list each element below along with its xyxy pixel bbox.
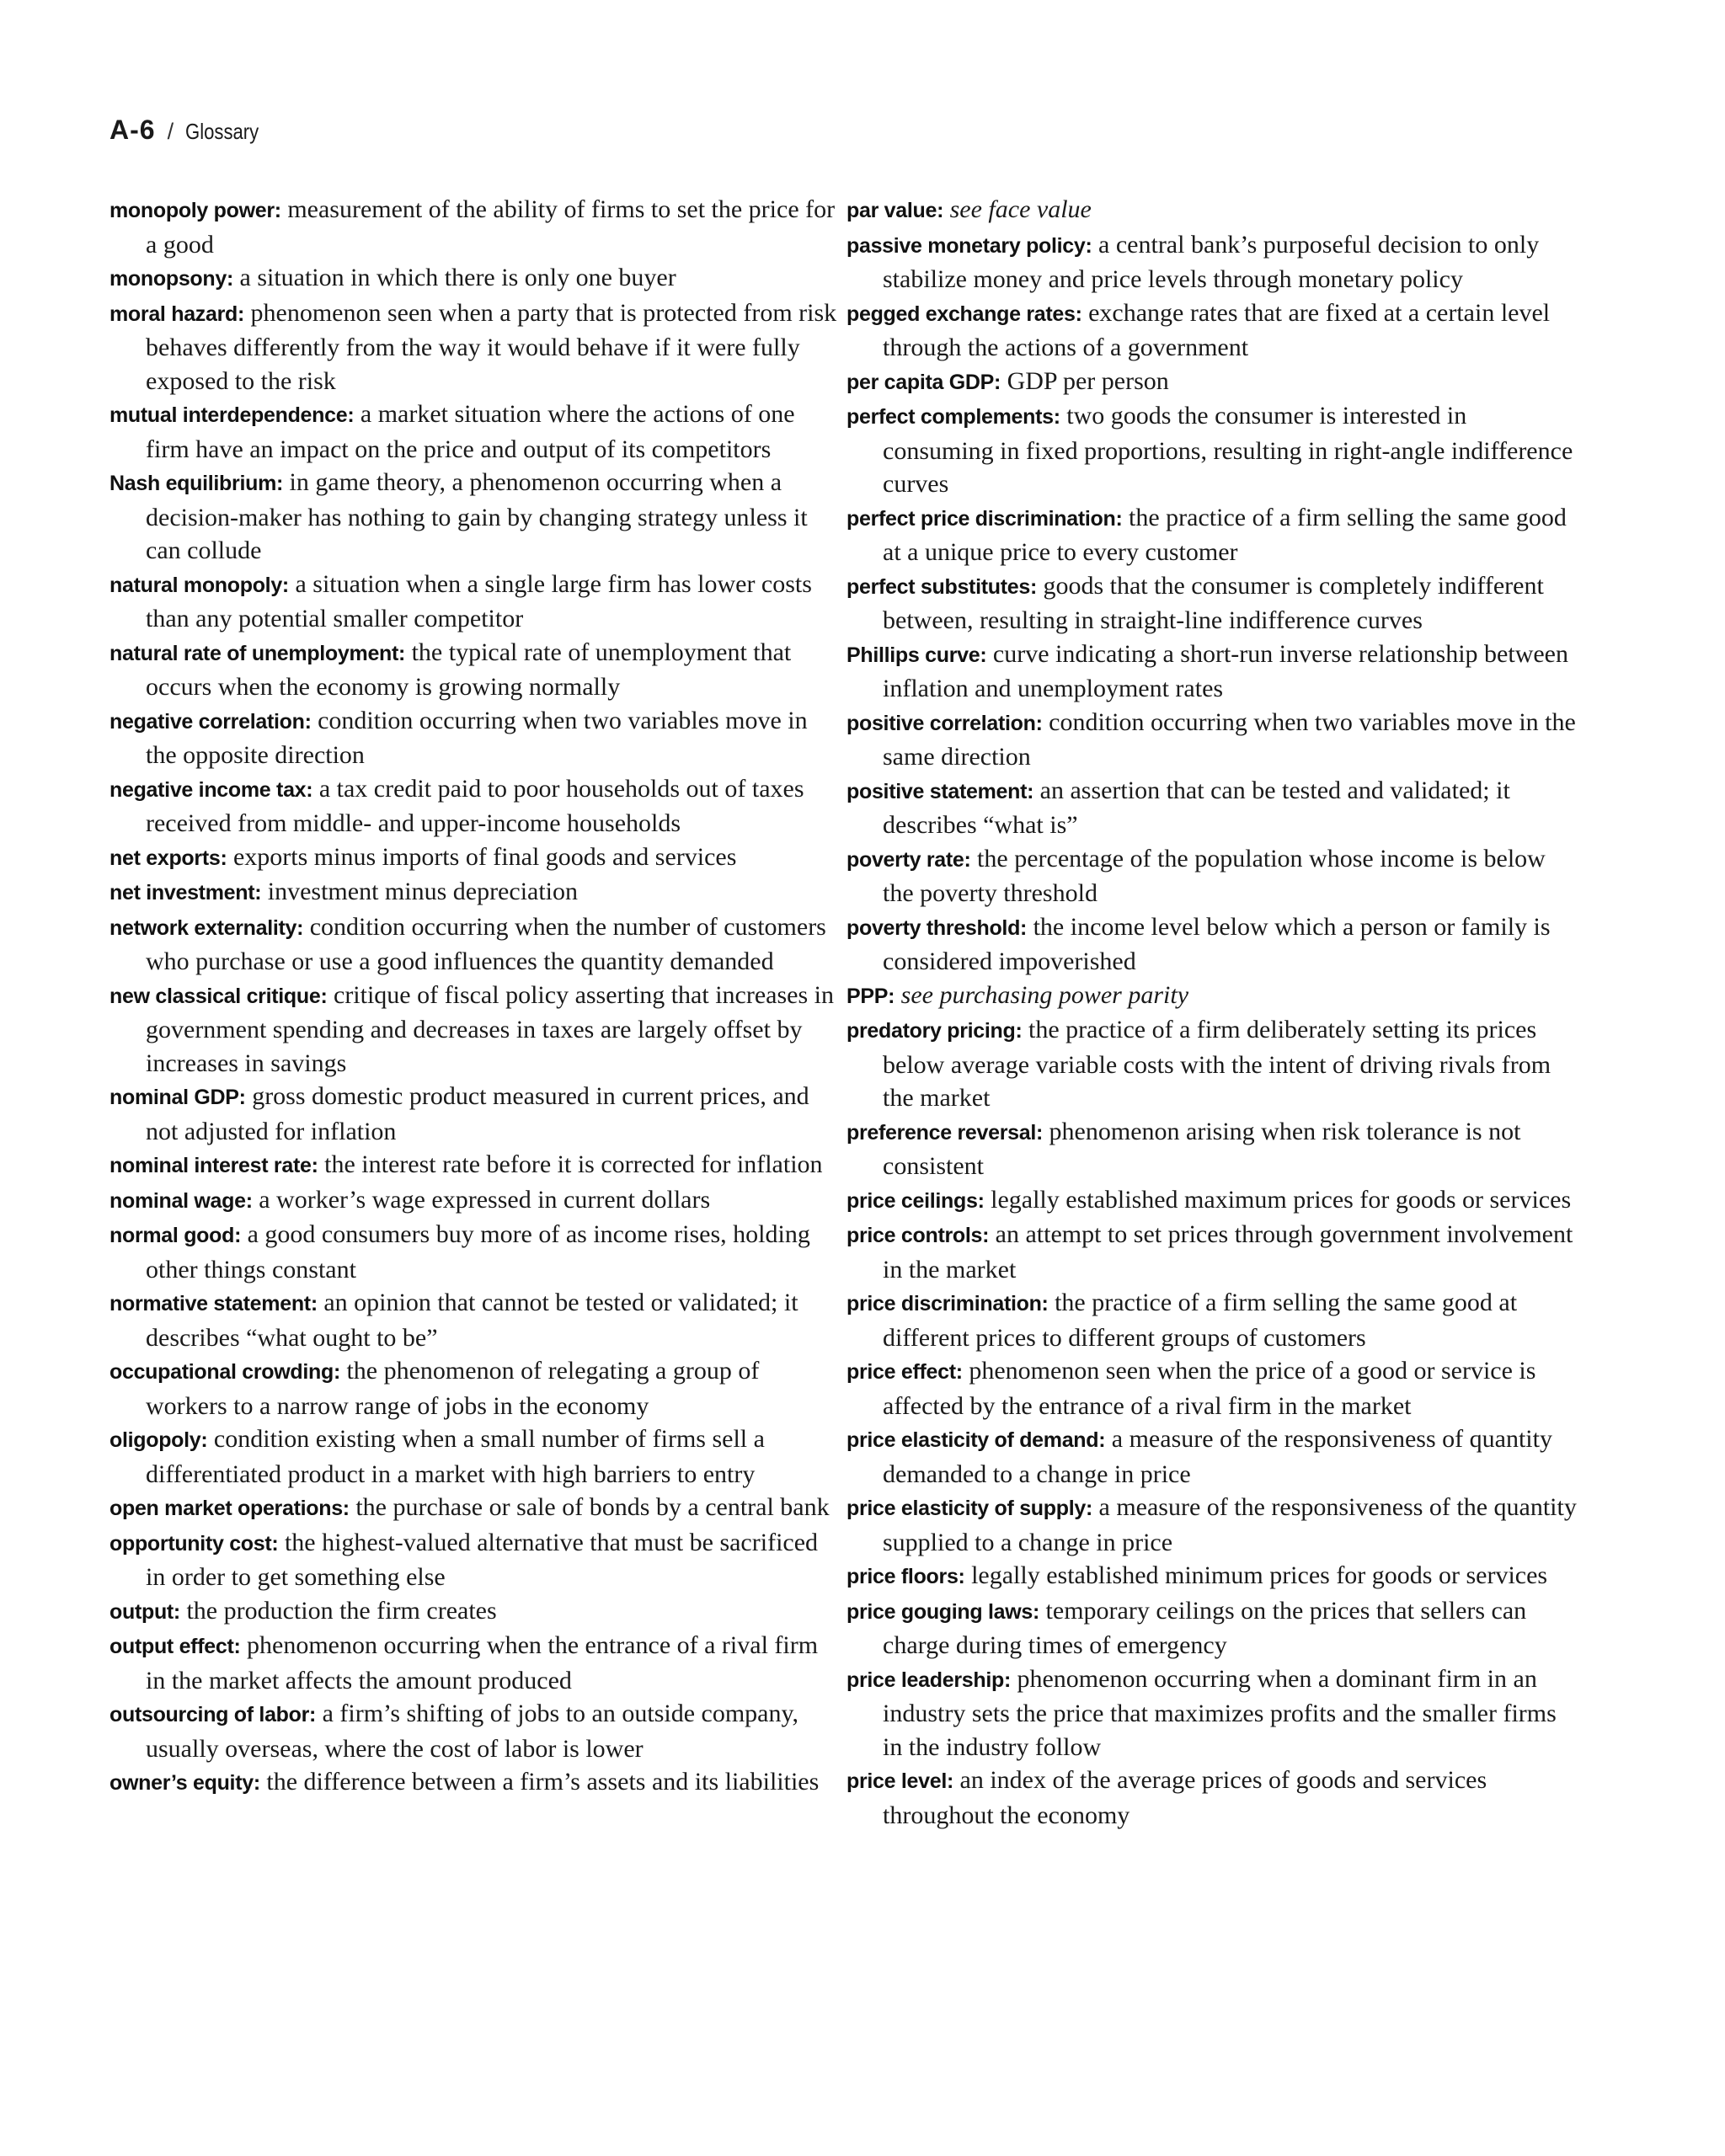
glossary-definition: an assertion that can be tested and validated; it describes “what is” xyxy=(883,776,1510,839)
glossary-definition: the production the firm creates xyxy=(186,1596,497,1625)
glossary-term: monopsony: xyxy=(109,267,233,291)
glossary-entry xyxy=(109,466,842,568)
glossary-entry xyxy=(846,1286,1579,1354)
glossary-definition: the purchase or sale of bonds by a central bank xyxy=(355,1493,830,1521)
glossary-entry xyxy=(109,841,842,876)
glossary-definition: a situation in which there is only one buyer xyxy=(239,264,676,291)
glossary-entry xyxy=(846,842,1579,910)
glossary-entry xyxy=(109,636,842,704)
glossary-entry xyxy=(846,1491,1579,1559)
glossary-entry xyxy=(846,638,1579,706)
glossary-definition: an opinion that cannot be tested or validated; it describes “what ought to be” xyxy=(146,1289,798,1352)
glossary-term: opportunity cost: xyxy=(109,1531,279,1556)
glossary-entry xyxy=(109,875,842,910)
glossary-definition: a good consumers buy more of as income rises, holding other things constant xyxy=(146,1220,810,1283)
glossary-entry xyxy=(109,568,842,636)
glossary-definition: temporary ceilings on the prices that sellers can charge during times of emergency xyxy=(883,1596,1527,1659)
glossary-term: predatory pricing: xyxy=(846,1019,1023,1043)
glossary-entry xyxy=(846,1662,1579,1764)
glossary-term: output effect: xyxy=(109,1635,241,1658)
glossary-definition: the percentage of the population whose income is below the poverty threshold xyxy=(883,844,1546,907)
page-number: A-6 xyxy=(109,115,156,145)
glossary-term: PPP: xyxy=(846,984,895,1008)
glossary-definition: the phenomenon of relegating a group of workers to a narrow range of jobs in the economy xyxy=(146,1357,760,1420)
glossary-term: Phillips curve: xyxy=(846,643,987,667)
glossary-term: oligopoly: xyxy=(109,1428,208,1452)
glossary-definition: exports minus imports of final goods and services xyxy=(232,842,737,871)
glossary-term: net exports: xyxy=(109,846,227,870)
glossary-entry xyxy=(109,1286,842,1354)
glossary-entry xyxy=(846,1218,1579,1286)
glossary-term: poverty threshold: xyxy=(846,915,1028,940)
glossary-definition: the practice of a firm deliberately setting its prices below average variable costs with the intent of driving rivals from the market xyxy=(883,1016,1551,1112)
glossary-entry xyxy=(846,296,1579,365)
glossary-definition: exchange rates that are fixed at a certain level through the actions of a government xyxy=(883,298,1551,361)
glossary-entry xyxy=(846,1013,1579,1115)
glossary-entry xyxy=(109,261,842,296)
glossary-definition: phenomenon arising when risk tolerance is not consistent xyxy=(883,1117,1521,1180)
glossary-term: moral hazard: xyxy=(109,302,245,326)
glossary-term: preference reversal: xyxy=(846,1120,1044,1145)
glossary-term: price leadership: xyxy=(846,1668,1011,1692)
glossary-definition: the highest-valued alternative that must be sacrificed in order to get something else xyxy=(146,1528,819,1591)
glossary-term: outsourcing of labor: xyxy=(109,1703,317,1726)
glossary-entry xyxy=(846,1764,1579,1832)
glossary-entry xyxy=(109,1594,842,1630)
glossary-entry xyxy=(109,1526,842,1594)
running-header xyxy=(109,115,272,146)
glossary-definition: the difference between a firm’s assets and its liabilities xyxy=(266,1768,820,1796)
glossary-entry xyxy=(109,704,842,772)
glossary-entry xyxy=(846,1354,1579,1422)
glossary-term: natural monopoly: xyxy=(109,573,289,597)
glossary-entry xyxy=(846,1422,1579,1491)
glossary-definition: a central bank’s purposeful decision to only stabilize money and price levels through monetary policy xyxy=(883,230,1540,293)
glossary-term: open market operations: xyxy=(109,1497,350,1520)
glossary-entry xyxy=(846,399,1579,501)
glossary-term: nominal interest rate: xyxy=(109,1154,318,1177)
glossary-entry xyxy=(109,1629,842,1697)
glossary-entry xyxy=(109,1183,842,1219)
glossary-definition: the interest rate before it is corrected for inflation xyxy=(324,1150,823,1178)
glossary-term: per capita GDP: xyxy=(846,370,1001,394)
glossary-term: nominal wage: xyxy=(109,1188,253,1213)
glossary-definition: a tax credit paid to poor households out of taxes received from middle- and upper-income households xyxy=(146,774,804,837)
glossary-definition: measurement of the ability of firms to set the price for a good xyxy=(146,195,836,259)
glossary-entry xyxy=(846,365,1579,400)
glossary-definition: phenomenon occurring when the entrance of a rival firm in the market affects the amount produced xyxy=(146,1631,819,1694)
glossary-term: price effect: xyxy=(846,1360,963,1384)
glossary-term: mutual interdependence: xyxy=(109,403,355,427)
glossary-entry xyxy=(109,1697,842,1765)
glossary-definition: phenomenon occurring when a dominant firm in an industry sets the price that maximizes profits and the smaller firms in the industry follow xyxy=(883,1664,1557,1761)
glossary-term: natural rate of unemployment: xyxy=(109,641,406,665)
glossary-entry xyxy=(109,1765,842,1801)
glossary-entry xyxy=(846,774,1579,842)
glossary-definition: legally established maximum prices for goods or services xyxy=(991,1185,1572,1214)
glossary-term: price discrimination: xyxy=(846,1292,1049,1315)
glossary-term: price elasticity of demand: xyxy=(846,1428,1106,1452)
glossary-term: owner’s equity: xyxy=(109,1771,260,1795)
glossary-term: negative correlation: xyxy=(109,709,312,734)
glossary-term: price ceilings: xyxy=(846,1188,985,1213)
glossary-term: new classical critique: xyxy=(109,984,328,1008)
glossary-entry xyxy=(846,1115,1579,1183)
glossary-definition: a worker’s wage expressed in current dollars xyxy=(259,1185,711,1214)
glossary-definition: the income level below which a person or family is considered impoverished xyxy=(883,912,1551,975)
glossary-definition: condition existing when a small number of firms sell a differentiated product in a market with high barriers to entry xyxy=(146,1425,765,1488)
glossary-entry xyxy=(109,1422,842,1491)
glossary-definition: the practice of a firm selling the same good at different prices to different groups of customers xyxy=(883,1289,1518,1352)
header-separator: / xyxy=(167,119,174,144)
glossary-entry xyxy=(109,193,842,261)
glossary-term: price level: xyxy=(846,1769,954,1793)
glossary-term: nominal GDP: xyxy=(109,1086,246,1109)
glossary-entry xyxy=(846,910,1579,979)
glossary-definition: critique of fiscal policy asserting that increases in government spending and decreases in taxes are largely offset by increases in savings xyxy=(146,980,834,1077)
glossary-entry xyxy=(846,228,1579,296)
glossary-term: monopoly power: xyxy=(109,199,281,222)
glossary-entry xyxy=(109,1080,842,1148)
glossary-definition: phenomenon seen when a party that is protected from risk behaves differently from the way it would behave if it were fully exposed to the risk xyxy=(146,298,837,395)
glossary-term: network externality: xyxy=(109,915,304,940)
glossary-definition: see purchasing power parity xyxy=(900,980,1189,1009)
glossary-definition: see face value xyxy=(949,195,1092,223)
glossary-entry xyxy=(846,501,1579,569)
glossary-definition: investment minus depreciation xyxy=(267,878,579,905)
glossary-definition: phenomenon seen when the price of a good or service is affected by the entrance of a rival firm in the market xyxy=(883,1357,1536,1420)
glossary-term: poverty rate: xyxy=(846,847,971,872)
glossary-definition: a measure of the responsiveness of the quantity supplied to a change in price xyxy=(883,1493,1577,1556)
glossary-definition: in game theory, a phenomenon occurring when a decision-maker has nothing to gain by changing strategy unless it can collude xyxy=(146,468,808,564)
glossary-definition: two goods the consumer is interested in consuming in fixed proportions, resulting in right-angle indifference curves xyxy=(883,402,1573,498)
glossary-column-left xyxy=(109,193,842,1801)
glossary-term: negative income tax: xyxy=(109,777,313,802)
glossary-definition: condition occurring when two variables move in the opposite direction xyxy=(146,706,808,769)
glossary-term: Nash equilibrium: xyxy=(109,472,284,495)
glossary-definition: gross domestic product measured in current prices, and not adjusted for inflation xyxy=(146,1082,809,1145)
glossary-term: price controls: xyxy=(846,1224,990,1247)
glossary-entry xyxy=(109,398,842,466)
glossary-entry xyxy=(109,1354,842,1422)
glossary-term: positive correlation: xyxy=(846,711,1043,735)
glossary-entry xyxy=(109,1148,842,1183)
glossary-term: price gouging laws: xyxy=(846,1599,1040,1624)
glossary-term: perfect price discrimination: xyxy=(846,506,1123,531)
glossary-entry xyxy=(846,1594,1579,1662)
glossary-entry xyxy=(109,296,842,398)
glossary-term: pegged exchange rates: xyxy=(846,302,1082,326)
glossary-term: price floors: xyxy=(846,1565,965,1588)
glossary-definition: an index of the average prices of goods and services throughout the economy xyxy=(883,1766,1487,1829)
glossary-term: normative statement: xyxy=(109,1292,318,1315)
glossary-term: par value: xyxy=(846,199,944,222)
glossary-entry xyxy=(846,979,1579,1014)
glossary-term: net investment: xyxy=(109,881,262,905)
glossary-definition: goods that the consumer is completely indifferent between, resulting in straight-line indifference curves xyxy=(883,571,1544,634)
glossary-term: positive statement: xyxy=(846,779,1034,803)
section-title: Glossary xyxy=(185,119,259,144)
glossary-definition: an attempt to set prices through government involvement in the market xyxy=(883,1220,1573,1283)
glossary-definition: condition occurring when the number of customers who purchase or use a good influences the quantity demanded xyxy=(146,912,826,975)
glossary-entry xyxy=(846,706,1579,774)
glossary-term: price elasticity of supply: xyxy=(846,1497,1092,1520)
glossary-entry xyxy=(109,1218,842,1286)
glossary-entry xyxy=(109,910,842,979)
glossary-definition: a measure of the responsiveness of quantity demanded to a change in price xyxy=(883,1425,1552,1488)
glossary-term: normal good: xyxy=(109,1224,242,1247)
glossary-entry xyxy=(846,1183,1579,1219)
glossary-term: perfect substitutes: xyxy=(846,574,1037,599)
glossary-definition: a firm’s shifting of jobs to an outside company, usually overseas, where the cost of labor is lower xyxy=(146,1700,799,1763)
glossary-entry xyxy=(109,772,842,841)
glossary-column-right xyxy=(846,193,1579,1832)
glossary-definition: GDP per person xyxy=(1007,366,1169,395)
glossary-definition: legally established minimum prices for goods or services xyxy=(971,1561,1548,1589)
glossary-entry xyxy=(846,569,1579,638)
glossary-entry xyxy=(109,1491,842,1526)
glossary-term: perfect complements: xyxy=(846,405,1060,429)
glossary-definition: the practice of a firm selling the same good at a unique price to every customer xyxy=(883,503,1567,566)
glossary-entry xyxy=(846,193,1579,228)
glossary-entry xyxy=(846,1559,1579,1594)
glossary-entry xyxy=(109,979,842,1081)
glossary-definition: curve indicating a short-run inverse relationship between inflation and unemployment rates xyxy=(883,639,1568,702)
glossary-definition: the typical rate of unemployment that occurs when the economy is growing normally xyxy=(146,638,792,701)
glossary-term: output: xyxy=(109,1599,180,1624)
glossary-term: passive monetary policy: xyxy=(846,233,1092,258)
glossary-definition: a situation when a single large firm has lower costs than any potential smaller competitor xyxy=(146,569,812,632)
glossary-definition: condition occurring when two variables move in the same direction xyxy=(883,707,1576,771)
glossary-term: occupational crowding: xyxy=(109,1360,340,1384)
glossary-definition: a market situation where the actions of one firm have an impact on the price and output of its competitors xyxy=(146,400,795,463)
